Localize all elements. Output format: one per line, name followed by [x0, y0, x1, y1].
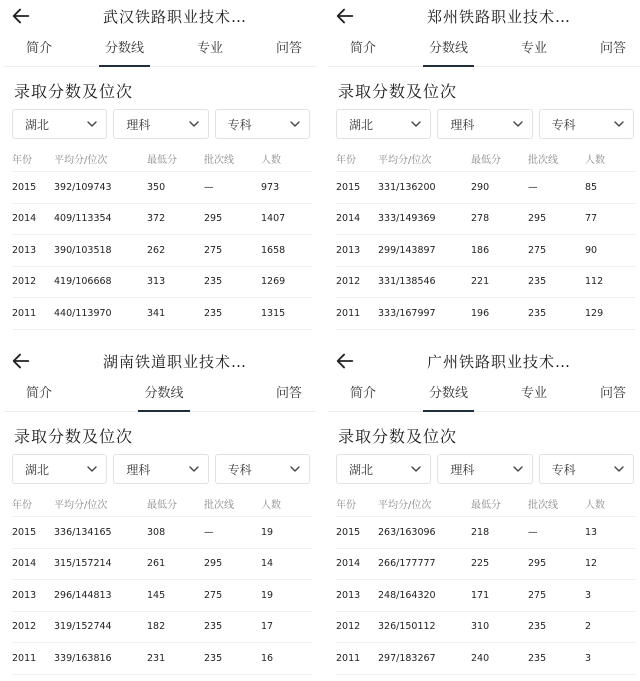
- tab-item[interactable]: 专业: [520, 41, 547, 56]
- table-cell: 221: [471, 276, 490, 288]
- filter-bar: [336, 454, 634, 484]
- table-cell: 973: [261, 181, 280, 193]
- filter-label: 理科: [126, 117, 151, 132]
- table-cell: 231: [147, 652, 166, 664]
- filter-dropdown[interactable]: [215, 109, 310, 139]
- chevron-down-icon: [613, 463, 625, 475]
- column-header: 年份: [336, 154, 356, 166]
- table-row: [12, 549, 312, 581]
- table-cell: —: [528, 526, 538, 538]
- filter-dropdown[interactable]: [539, 109, 634, 139]
- table-row: [12, 204, 312, 236]
- table-cell: 2014: [336, 558, 361, 570]
- score-table: [12, 145, 312, 330]
- table-cell: 290: [471, 181, 490, 193]
- table-cell: 296/144813: [54, 589, 112, 601]
- table-cell: 14: [261, 558, 274, 570]
- chevron-down-icon: [613, 118, 625, 130]
- table-cell: 341: [147, 307, 166, 319]
- back-arrow-icon[interactable]: [10, 350, 32, 372]
- section-title: 录取分数及位次: [14, 82, 134, 101]
- chevron-down-icon: [289, 118, 301, 130]
- table-cell: 1315: [261, 307, 286, 319]
- table-row: [336, 267, 636, 299]
- table-cell: 196: [471, 307, 490, 319]
- back-arrow-icon[interactable]: [10, 5, 32, 27]
- table-cell: 2011: [336, 307, 361, 319]
- section-title: 录取分数及位次: [338, 82, 458, 101]
- tab-item[interactable]: 简介: [26, 41, 53, 56]
- table-cell: 2015: [12, 526, 37, 538]
- filter-dropdown[interactable]: [12, 109, 107, 139]
- table-cell: 2011: [336, 652, 361, 664]
- table-row: [336, 549, 636, 581]
- top-bar: [328, 0, 640, 34]
- tab-item[interactable]: 问答: [275, 386, 302, 401]
- table-cell: 275: [528, 244, 547, 256]
- table-cell: 171: [471, 589, 490, 601]
- table-cell: 297/183267: [378, 652, 436, 664]
- top-bar: [4, 0, 316, 34]
- column-header: 年份: [336, 499, 356, 511]
- table-cell: 85: [585, 181, 598, 193]
- table-cell: 2011: [12, 652, 37, 664]
- tab-bar: [328, 379, 640, 412]
- column-header: 人数: [261, 154, 281, 166]
- table-cell: 3: [585, 589, 592, 601]
- table-cell: —: [528, 181, 538, 193]
- table-cell: 182: [147, 621, 166, 633]
- table-row: [336, 612, 636, 644]
- table-cell: 90: [585, 244, 598, 256]
- filter-label: 专科: [227, 117, 252, 132]
- table-cell: 186: [471, 244, 490, 256]
- table-cell: —: [204, 526, 214, 538]
- table-cell: 2012: [336, 276, 361, 288]
- column-header: 人数: [585, 499, 605, 511]
- table-cell: 2013: [12, 589, 37, 601]
- table-cell: 331/138546: [378, 276, 436, 288]
- chevron-down-icon: [86, 118, 98, 130]
- table-cell: 275: [204, 244, 223, 256]
- column-header: 批次线: [528, 154, 558, 166]
- column-header: 年份: [12, 154, 32, 166]
- page-title: 广州铁路职业技术…: [426, 353, 571, 371]
- table-row: [12, 643, 312, 675]
- filter-label: 湖北: [25, 462, 50, 477]
- filter-label: 专科: [551, 117, 576, 132]
- filter-label: 专科: [551, 462, 576, 477]
- score-table: [336, 490, 636, 675]
- table-cell: 2015: [336, 526, 361, 538]
- tab-bar: [4, 34, 316, 67]
- tab-item[interactable]: 分数线: [99, 34, 150, 66]
- table-cell: 19: [261, 526, 274, 538]
- table-header: [336, 145, 636, 172]
- filter-label: 湖北: [25, 117, 50, 132]
- chevron-down-icon: [512, 463, 524, 475]
- filter-dropdown[interactable]: [539, 454, 634, 484]
- column-header: 最低分: [147, 154, 177, 166]
- table-row: [12, 298, 312, 330]
- table-row: [336, 517, 636, 549]
- top-bar: [328, 345, 640, 379]
- column-header: 最低分: [147, 499, 177, 511]
- college-panel: [328, 345, 640, 681]
- filter-dropdown[interactable]: [437, 454, 532, 484]
- table-row: [336, 172, 636, 204]
- table-cell: 295: [204, 558, 223, 570]
- table-cell: 2: [585, 621, 592, 633]
- tab-item[interactable]: 问答: [599, 41, 626, 56]
- tab-item[interactable]: 专业: [196, 41, 223, 56]
- column-header: 人数: [585, 154, 605, 166]
- filter-dropdown[interactable]: [113, 109, 208, 139]
- table-cell: 145: [147, 589, 166, 601]
- table-cell: 2015: [336, 181, 361, 193]
- table-row: [12, 517, 312, 549]
- page-title: 郑州铁路职业技术…: [426, 8, 571, 26]
- top-bar: [4, 345, 316, 379]
- filter-label: 理科: [126, 462, 151, 477]
- page-title: 武汉铁路职业技术…: [102, 8, 247, 26]
- table-cell: 2015: [12, 181, 37, 193]
- back-arrow-icon[interactable]: [334, 5, 356, 27]
- filter-label: 湖北: [349, 462, 374, 477]
- tab-item[interactable]: 分数线: [423, 34, 474, 66]
- table-row: [12, 172, 312, 204]
- table-cell: 2012: [12, 621, 37, 633]
- table-cell: 235: [528, 307, 547, 319]
- table-cell: 19: [261, 589, 274, 601]
- table-cell: 440/113970: [54, 307, 112, 319]
- chevron-down-icon: [188, 463, 200, 475]
- column-header: 最低分: [471, 154, 501, 166]
- table-row: [12, 612, 312, 644]
- table-cell: 390/103518: [54, 244, 112, 256]
- table-cell: 225: [471, 558, 490, 570]
- chevron-down-icon: [410, 118, 422, 130]
- table-cell: 235: [528, 276, 547, 288]
- table-cell: 235: [528, 652, 547, 664]
- section-title: 录取分数及位次: [338, 427, 458, 446]
- filter-bar: [336, 109, 634, 139]
- table-cell: 333/149369: [378, 213, 436, 225]
- table-row: [336, 235, 636, 267]
- table-cell: 2012: [12, 276, 37, 288]
- column-header: 年份: [12, 499, 32, 511]
- column-header: 批次线: [204, 154, 234, 166]
- table-row: [12, 267, 312, 299]
- table-row: [336, 298, 636, 330]
- table-cell: 2013: [336, 244, 361, 256]
- table-cell: 2011: [12, 307, 37, 319]
- table-cell: 275: [528, 589, 547, 601]
- table-header: [12, 145, 312, 172]
- column-header: 平均分/位次: [378, 499, 432, 511]
- table-cell: 319/152744: [54, 621, 112, 633]
- table-cell: 331/136200: [378, 181, 436, 193]
- table-cell: 77: [585, 213, 598, 225]
- table-header: [12, 490, 312, 517]
- table-cell: 235: [204, 652, 223, 664]
- college-panel: [4, 0, 316, 336]
- back-arrow-icon[interactable]: [334, 350, 356, 372]
- table-row: [12, 235, 312, 267]
- table-cell: 13: [585, 526, 598, 538]
- table-cell: 2014: [336, 213, 361, 225]
- table-row: [336, 580, 636, 612]
- tab-bar: [4, 379, 316, 412]
- table-cell: 16: [261, 652, 274, 664]
- column-header: 批次线: [528, 499, 558, 511]
- table-cell: 313: [147, 276, 166, 288]
- table-cell: 17: [261, 621, 274, 633]
- filter-bar: [12, 109, 310, 139]
- table-cell: 218: [471, 526, 490, 538]
- table-cell: 2014: [12, 213, 37, 225]
- column-header: 平均分/位次: [378, 154, 432, 166]
- table-cell: —: [204, 181, 214, 193]
- table-cell: 248/164320: [378, 589, 436, 601]
- table-cell: 295: [528, 558, 547, 570]
- table-row: [336, 204, 636, 236]
- filter-dropdown[interactable]: [336, 454, 431, 484]
- table-cell: 275: [204, 589, 223, 601]
- filter-dropdown[interactable]: [336, 109, 431, 139]
- table-cell: 310: [471, 621, 490, 633]
- tab-item[interactable]: 问答: [599, 386, 626, 401]
- tab-item[interactable]: 简介: [26, 386, 53, 401]
- filter-dropdown[interactable]: [12, 454, 107, 484]
- tab-bar: [328, 34, 640, 67]
- table-cell: 419/106668: [54, 276, 112, 288]
- table-cell: 295: [528, 213, 547, 225]
- filter-dropdown[interactable]: [437, 109, 532, 139]
- filter-label: 湖北: [349, 117, 374, 132]
- tab-item[interactable]: 问答: [275, 41, 302, 56]
- tab-item[interactable]: 分数线: [423, 379, 474, 411]
- table-cell: 235: [204, 276, 223, 288]
- table-cell: 1658: [261, 244, 286, 256]
- chevron-down-icon: [188, 118, 200, 130]
- college-panel: [328, 0, 640, 336]
- table-cell: 1407: [261, 213, 286, 225]
- column-header: 平均分/位次: [54, 499, 108, 511]
- table-cell: 3: [585, 652, 592, 664]
- section-title: 录取分数及位次: [14, 427, 134, 446]
- table-cell: 263/163096: [378, 526, 436, 538]
- table-cell: 350: [147, 181, 166, 193]
- score-table: [12, 490, 312, 675]
- table-cell: 235: [204, 307, 223, 319]
- table-cell: 235: [528, 621, 547, 633]
- table-cell: 326/150112: [378, 621, 436, 633]
- chevron-down-icon: [86, 463, 98, 475]
- table-cell: 333/167997: [378, 307, 436, 319]
- filter-dropdown[interactable]: [215, 454, 310, 484]
- filter-label: 理科: [450, 117, 475, 132]
- tab-item[interactable]: 分数线: [138, 379, 189, 411]
- table-cell: 409/113354: [54, 213, 112, 225]
- table-cell: 129: [585, 307, 604, 319]
- page-title: 湖南铁道职业技术…: [102, 353, 247, 371]
- table-cell: 2014: [12, 558, 37, 570]
- table-cell: 235: [204, 621, 223, 633]
- filter-label: 理科: [450, 462, 475, 477]
- tab-item[interactable]: 专业: [520, 386, 547, 401]
- table-cell: 112: [585, 276, 604, 288]
- table-cell: 308: [147, 526, 166, 538]
- table-header: [336, 490, 636, 517]
- college-panel: [4, 345, 316, 681]
- table-cell: 2013: [12, 244, 37, 256]
- score-table: [336, 145, 636, 330]
- table-cell: 1269: [261, 276, 286, 288]
- chevron-down-icon: [512, 118, 524, 130]
- table-cell: 336/134165: [54, 526, 112, 538]
- table-cell: 295: [204, 213, 223, 225]
- table-cell: 2013: [336, 589, 361, 601]
- column-header: 批次线: [204, 499, 234, 511]
- tab-item[interactable]: 简介: [350, 41, 377, 56]
- table-cell: 266/177777: [378, 558, 436, 570]
- column-header: 最低分: [471, 499, 501, 511]
- table-cell: 339/163816: [54, 652, 112, 664]
- filter-dropdown[interactable]: [113, 454, 208, 484]
- column-header: 人数: [261, 499, 281, 511]
- table-cell: 315/157214: [54, 558, 112, 570]
- table-cell: 12: [585, 558, 598, 570]
- chevron-down-icon: [410, 463, 422, 475]
- tab-item[interactable]: 简介: [350, 386, 377, 401]
- table-cell: 2012: [336, 621, 361, 633]
- table-cell: 372: [147, 213, 166, 225]
- table-row: [336, 643, 636, 675]
- table-cell: 278: [471, 213, 490, 225]
- table-cell: 262: [147, 244, 166, 256]
- table-cell: 392/109743: [54, 181, 112, 193]
- table-cell: 299/143897: [378, 244, 436, 256]
- table-row: [12, 580, 312, 612]
- filter-label: 专科: [227, 462, 252, 477]
- table-cell: 240: [471, 652, 490, 664]
- table-cell: 261: [147, 558, 166, 570]
- column-header: 平均分/位次: [54, 154, 108, 166]
- chevron-down-icon: [289, 463, 301, 475]
- filter-bar: [12, 454, 310, 484]
